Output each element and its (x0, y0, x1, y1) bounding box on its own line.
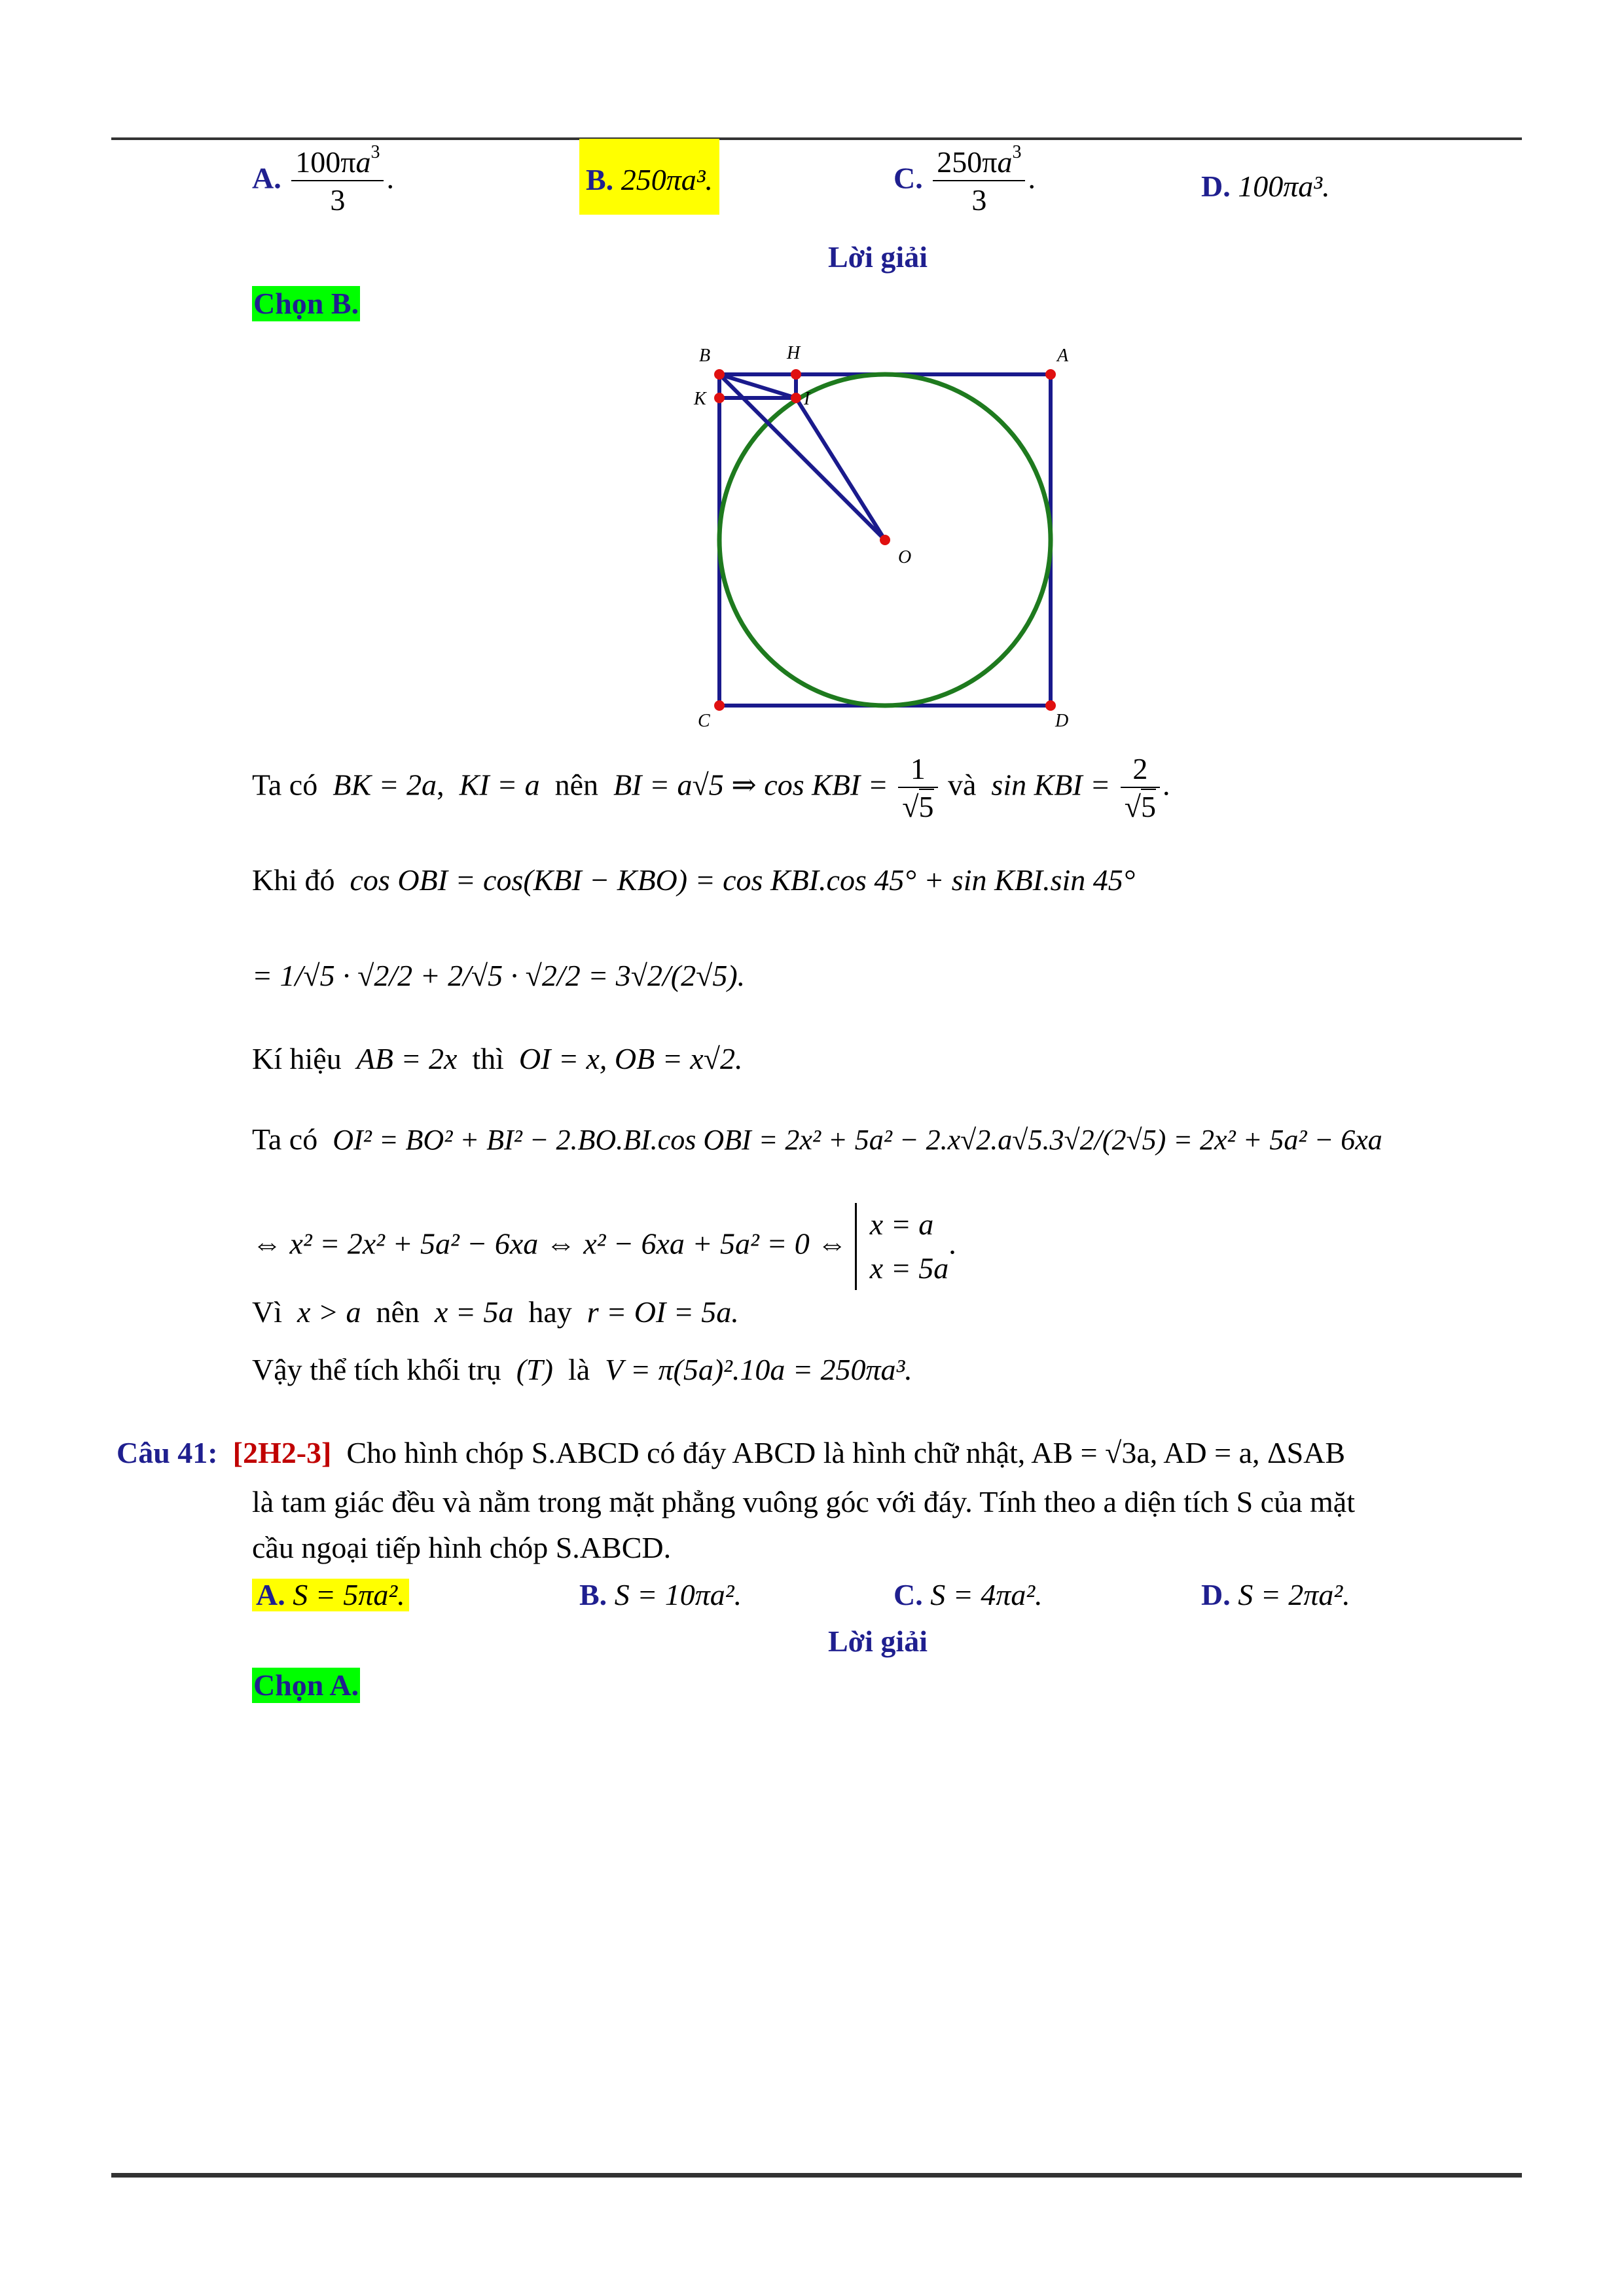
q41-header (117, 1438, 1345, 1468)
point-c (714, 700, 725, 711)
point-b (714, 369, 725, 380)
solution-case-bracket: x = a x = 5a (855, 1203, 948, 1290)
footer-rule (111, 2173, 1522, 2178)
solution-line-2: Khi đó cos OBI = cos(KBI − KBO) = cos KBI.cos 45° + sin KBI.sin 45° (252, 863, 1136, 897)
q41-line-2: là tam giác đều và nằm trong mặt phẳng vuông góc với đáy. Tính theo a diện tích S của mặt (252, 1485, 1355, 1518)
label-o: O (898, 547, 912, 567)
q40-choice: Chọn B. (253, 287, 359, 320)
q41-choice: Chọn A. (253, 1668, 359, 1702)
q40-solution-heading: Lời giải (828, 240, 928, 274)
point-k (714, 393, 725, 403)
q41-number: Câu 41: (117, 1436, 218, 1469)
label-k: K (694, 389, 706, 409)
point-o (880, 535, 890, 545)
q41-line-1: Cho hình chóp S.ABCD có đáy ABCD là hình chữ nhật, AB = √3a, AD = a, ΔSAB (346, 1436, 1346, 1469)
geometry-figure (687, 340, 1106, 733)
point-d (1045, 700, 1056, 711)
segment-io (796, 398, 885, 540)
label-c: C (698, 711, 710, 731)
label-d: D (1055, 711, 1069, 731)
label-h: H (787, 343, 801, 363)
label-b: B (699, 346, 711, 366)
q41-answer-c[interactable]: C. S = 4πa². (893, 1578, 1043, 1611)
point-i (791, 393, 801, 403)
solution-line-3: = 1/√5 · √2/2 + 2/√5 · √2/2 = 3√2/(2√5). (252, 959, 746, 992)
header-rule (111, 137, 1522, 140)
q41-solution-heading: Lời giải (828, 1624, 928, 1658)
solution-line-8: Vậy thể tích khối trụ (T) là V = π(5a)².10a = 250πa³. (252, 1353, 912, 1386)
q41-answer-b[interactable]: B. S = 10πa². (579, 1578, 742, 1611)
solution-line-6: ⇔ x² = 2x² + 5a² − 6xa ⇔ x² − 6xa + 5a² = 0 ⇔ x = a x = 5a . (252, 1203, 956, 1290)
q41-answer-d[interactable]: D. S = 2πa². (1201, 1578, 1350, 1611)
point-h (791, 369, 801, 380)
q40-answer-d[interactable]: D. 100πa³. (1201, 170, 1330, 203)
label-i: I (804, 389, 810, 409)
solution-line-4: Kí hiệu AB = 2x thì OI = x, OB = x√2. (252, 1042, 743, 1075)
point-a (1045, 369, 1056, 380)
solution-line-1: Ta có BK = 2a, KI = a nên BI = a√5 ⇒ cos KBI = $\frac{1}{√5}$ và sin KBI = $\frac{2}{√5}$ . (252, 752, 1170, 823)
solution-line-5: Ta có OI² = BO² + BI² − 2.BO.BI.cos OBI = 2x² + 5a² − 2.x√2.a√5.3√2/(2√5) = 2x² + 5a² − 6xa (252, 1122, 1382, 1156)
q40-answer-b[interactable]: B. 250πa³. (579, 139, 719, 215)
q41-line-3: cầu ngoại tiếp hình chóp S.ABCD. (252, 1531, 672, 1564)
solution-line-7: Vì x > a nên x = 5a hay r = OI = 5a. (252, 1295, 739, 1329)
q41-answer-a[interactable]: A. S = 5πa². (252, 1579, 409, 1611)
label-a: A (1057, 346, 1069, 366)
q41-tag: [2H2-3] (232, 1436, 332, 1469)
segment-bo (719, 374, 885, 540)
q40-answer-c[interactable]: C. $\frac{250\pi a^3}{3}$ . (893, 142, 1036, 217)
q40-answer-a[interactable]: A. $\frac{100\pi a^3}{3}$ . (252, 142, 394, 217)
